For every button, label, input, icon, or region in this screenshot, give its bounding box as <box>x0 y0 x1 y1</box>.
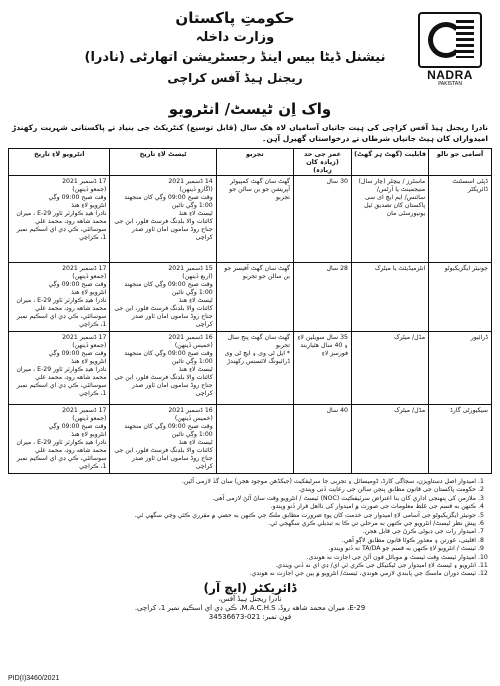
note-text: ملازمن کی پنهنجی اداري کان بنا اعتراض سرٽيفڪيٽ (NOC) ٽیسٹ / انٹرویو وقت ساڻ آڻڻ لازمی آھی. <box>212 494 476 502</box>
list-item <box>10 554 490 562</box>
note-text: ٽیسٹ / انٹرویو لاءِ ڪنهن به قسم جو TA/DA نه ڏنو ويندو. <box>328 545 476 553</box>
list-item <box>10 478 490 486</box>
table-row <box>9 405 492 474</box>
age-cell: 40 سال <box>294 405 352 474</box>
logo-subtext: PAKISTAN <box>438 81 462 87</box>
list-item <box>10 512 490 520</box>
age-cell: 30 سال <box>294 176 352 263</box>
note-text: پیش نظر ٹیسٹ/ انٹرویو جي ڪنهن به مرحلي تي ڪا به تبديلي ڪري سگهجي ٿي. <box>268 520 476 528</box>
age-cell: 35 سال سویلین لاءِ ۽ 40 سال هٿياربند فورسز لاءِ <box>294 332 352 405</box>
list-item <box>10 537 490 545</box>
note-number: 5. <box>478 511 484 519</box>
crescent-flag-icon <box>418 12 482 68</box>
note-number: 4. <box>478 503 484 511</box>
test-date-cell: 16 ڈسمبر 2021 (خمیس ڏينهن) وقت صبح 09:00 وڳي کان منجهند 1:00 وڳي تائين ٹیسٹ لاءِ هنڌ کائنات والا بلڊنگ فرسٹ فلور، ابن جی جناح روڈ ساموں امان ٽاور صدر کراچی <box>110 405 216 474</box>
post-cell: ڈپٹی اسسٹنٹ ڈائریکٹر <box>429 176 492 263</box>
office-name: نادرا ریجنل ہیڈ آفس، <box>218 594 282 603</box>
note-number: 10. <box>478 553 488 561</box>
list-item <box>10 520 490 528</box>
header <box>8 6 492 98</box>
note-number: 1. <box>478 478 484 485</box>
note-text: انٹرویو ۽ ٹیسٹ لاءِ امیدوار جی ٹیکنیکل جی ڪري ٽي اي/ ڊي اي نه ڏني ويندي. <box>275 562 476 570</box>
note-number: 8. <box>478 536 484 544</box>
office-address: E-29، میران محمد شاهه روڈ، M.A.C.H.S، ڪي ڊي اي اسڪيم نمبر 1، کراچی. <box>134 603 366 612</box>
list-item <box>10 545 490 553</box>
interview-date-cell: 17 ڈسمبر 2021 (جمعو ڏينهن) وقت صبح 09:00 وڳي انٹرویو لاءِ هنڌ نادرا هيڊ ڪوارٽر ٽاور 29-E ، ميران محمد شاهه روڊ، محمد علي سوسائٽي، ڪي ڊي اي اسڪيم نمبر 1، ڪراچي <box>9 263 110 332</box>
note-text: اقلیتی، عورتن ۽ معذور ڪوٹا قانون مطابق لاڳو آھي. <box>341 536 476 544</box>
qualification-cell: مڈل/ میٹرک <box>351 332 428 405</box>
note-text: ٽیسٹ دوران ماسڪ جي پابندي لازمي هوندي، ٽیسٹ/ انٹرویو ۾ ٻين جي اجازت نه هوندي. <box>249 570 476 578</box>
notes-list <box>10 478 490 579</box>
list-item <box>10 495 490 503</box>
list-item <box>10 562 490 570</box>
table-row <box>9 332 492 405</box>
note-text: حکومت پاکستان جی قانون مطابق پنجن سالن جی رعایت ڏنی ويندي. <box>298 486 476 494</box>
col-header-experience: تجربو <box>216 149 293 176</box>
government-line: حکومتِ پاکستان <box>175 9 295 27</box>
list-item <box>10 528 490 536</box>
nadra-logo <box>414 12 486 87</box>
note-text: امیدوار رات جی ڊیوٹی ڪرڻ جی قابل هجن. <box>362 528 476 536</box>
post-cell: ڈرائیور <box>429 332 492 405</box>
note-text: ڪنهن به قسم جی غلط معلومات جی صورت ۾ امیدوار کی نااھل قرار ڏنو ويندو. <box>270 503 476 511</box>
post-cell: سیکیورٹی گارڈ <box>429 405 492 474</box>
note-number: 12. <box>478 570 488 578</box>
col-header-interview-date: انٹرویو لاءِ تاریخ <box>9 149 110 176</box>
logo-text: NADRA <box>427 68 473 82</box>
note-number: 2. <box>478 486 484 494</box>
note-number: 7. <box>478 528 484 536</box>
table-header-row <box>9 149 492 176</box>
note-number: 6. <box>478 520 484 528</box>
note-text: امیدوار ٽیسٹ وقت ٽیسٹ ۾ موبائل فون آڻڻ جی اجازت نه هوندی. <box>306 553 476 561</box>
list-item <box>10 570 490 578</box>
vacancy-table <box>8 148 492 474</box>
post-cell: جونیئر ایگزیکیوٹو <box>429 263 492 332</box>
note-text: امیدوار اصل دستاویزن، سجاگی کارڈ، ڈومیسائل ۽ تجربی جا سرٹیفکیٽ (جیکڈھن موجود ھجن) سان گڏ لازمی آڻین. <box>181 478 476 485</box>
intro-paragraph: نادرا ریجنل ہیڈ آفس کراچی کی ہیت جاتیاں آسامیاں لاہ ھک سال (قابل توسیع) کنٹریکٹ جی بنیاد تے پاکستانی شہریت رکھندڑ امیدواراں کان ہیٹ جاتیاں شرطاں تے درخواستاں گھیرل آہن۔ <box>12 123 488 143</box>
col-header-qualification: قابلیت (گھٹ ہر گھٹ) <box>351 149 428 176</box>
col-header-post: آسامی جو نالو <box>429 149 492 176</box>
col-header-age: عمر جی حد (زیادہ کان زیادہ) <box>294 149 352 176</box>
test-date-cell: 14 ڈسمبر 2021 (اڱارو ڏينهن) وقت صبح 09:00 وڳي کان منجهند 1:00 وڳي تائين ٹیسٹ لاءِ هنڌ کائنات والا بلڊنگ فرسٹ فلور، ابن جی جناح روڈ ساموں امان ٽاور صدر کراچی <box>110 176 216 263</box>
col-header-test-date: ٹیسٹ لاءِ تاریخ <box>110 149 216 176</box>
ministry-line: وزارت داخلہ <box>195 30 275 45</box>
interview-date-cell: 17 ڈسمبر 2021 (جمعو ڏينهن) وقت صبح 09:00 وڳي انٹرویو لاءِ هنڌ نادرا هيڊ ڪوارٽر ٽاور 29-E ، ميران محمد شاهه روڊ، محمد علي سوسائٽي، ڪي ڊي اي اسڪيم نمبر 1، ڪراچي <box>9 332 110 405</box>
experience-cell: گھٹ سان گھٹ آفیسر جو بن سالن جو تجربو <box>216 263 293 332</box>
pid-number: PID(I)3460/2021 <box>8 675 60 682</box>
footer-signature-block <box>8 581 492 622</box>
note-number: 9. <box>478 545 484 553</box>
table-row <box>9 176 492 263</box>
age-cell: 28 سال <box>294 263 352 332</box>
interview-date-cell: 17 ڈسمبر 2021 (جمعو ڏينهن) وقت صبح 09:00 وڳي انٹرویو لاءِ هنڌ نادرا هيڊ ڪوارٽر ٽاور 29-E ، ميران محمد شاهه روڊ، محمد علي سوسائٽي، ڪي ڊي اي اسڪيم نمبر 1، ڪراچي <box>9 176 110 263</box>
table-row <box>9 263 492 332</box>
test-date-cell: 15 ڈسمبر 2021 (اربع ڏينهن) وقت صبح 09:00 وڳي کان منجهند 1:00 وڳي تائين ٹیسٹ لاءِ هنڌ کائنات والا بلڊنگ فرسٹ فلور، ابن جی جناح روڈ ساموں امان ٽاور صدر کراچی <box>110 263 216 332</box>
signatory-title: ڈائریکٹر (ایچ آر) <box>203 580 297 595</box>
authority-line: نیشنل ڈیٹا بیس اینڈ رجسٹریشن اتھارٹی (نادرا) <box>84 50 386 65</box>
experience-cell: گھٹ سان گھٹ کمپیوٹر آپریشن جو بن سالن جو تجربو <box>216 176 293 263</box>
test-date-cell: 16 ڈسمبر 2021 (خمیس ڏينهن) وقت صبح 09:00 وڳي کان منجهند 1:00 وڳي تائين ٹیسٹ لاءِ هنڌ کائنات والا بلڊنگ فرسٹ فلور، ابن جی جناح روڈ ساموں امان ٽاور صدر کراچی <box>110 332 216 405</box>
note-number: 11. <box>478 562 488 570</box>
experience-cell: گھٹ سان گھٹ پنج سال تجربو * ایل ٹی وی ۽ ایچ ٹی وی ڈرائیونگ لائسنس رکھندڑ <box>216 332 293 405</box>
list-item <box>10 486 490 494</box>
office-line: ریجنل ہیڈ آفس کراچی <box>167 71 303 85</box>
experience-cell <box>216 405 293 474</box>
qualification-cell: ماسٹرز / بیچلر (چار سال) منیجمینٹ یا آرٹس/ سائنس/ ایم ایچ ای سی پاکستان کان تصدیق ٿیل یونیورسٹی مان <box>351 176 428 263</box>
page-title: واک اِن ٹیسٹ/ انٹرویو <box>168 100 332 118</box>
note-text: جونیئر ایگزیکیوٹو جی آسامی لاءِ امیدوار جی خدمت کان پوءِ ضرورت مطابق ملڪ جي ڪنهن به حصي ۾ مقرري ڪئي وڃي سگهي ٿي. <box>134 511 476 519</box>
list-item <box>10 503 490 511</box>
note-number: 3. <box>478 494 484 502</box>
interview-date-cell: 17 ڈسمبر 2021 (جمعو ڏينهن) وقت صبح 09:00 وڳي انٹرویو لاءِ هنڌ نادرا هيڊ ڪوارٽر ٽاور 29-E ، ميران محمد شاهه روڊ، محمد علي سوسائٽي، ڪي ڊي اي اسڪيم نمبر 1، ڪراچي <box>9 405 110 474</box>
qualification-cell: مڈل/ میٹرک <box>351 405 428 474</box>
qualification-cell: انٹرمیڈیئٹ یا میٹرک <box>351 263 428 332</box>
phone-number: فون نمبر: 021-34536673 <box>208 612 292 621</box>
